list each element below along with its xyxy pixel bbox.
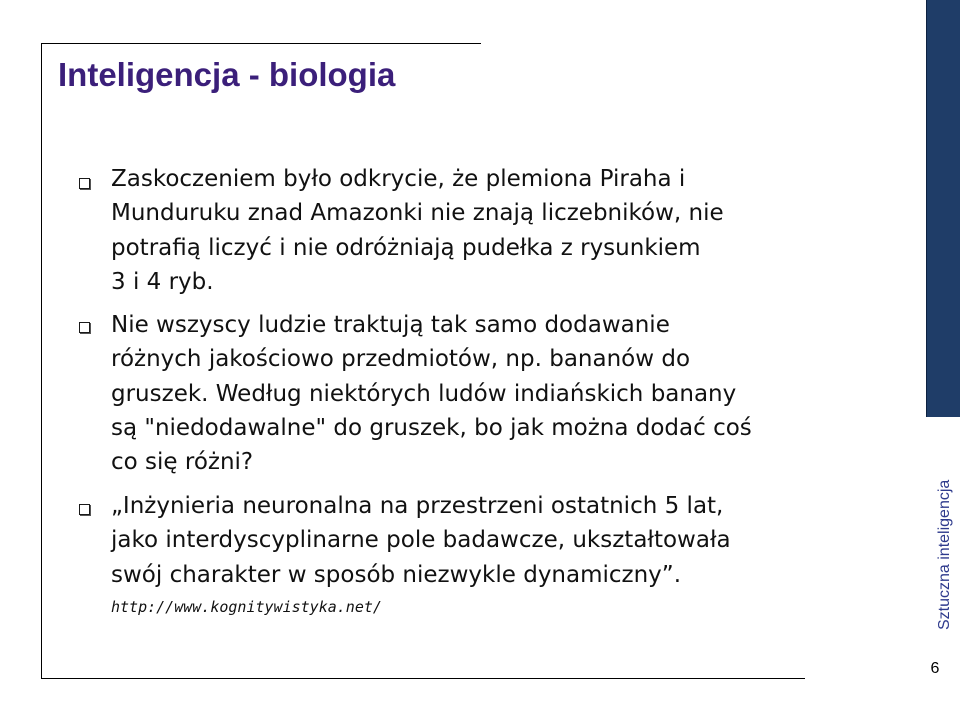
bullet-line: potrafią liczyć i nie odróżniają pudełka z rysunkiem bbox=[111, 234, 701, 261]
bullet-paragraph-2 bbox=[111, 308, 881, 479]
bullet-line: „Inżynieria neuronalna na przestrzeni ostatnich 5 lat, bbox=[111, 493, 724, 519]
bullet-line: co się różni? bbox=[111, 449, 254, 476]
bullet-paragraph-3 bbox=[111, 489, 881, 592]
square-bullet-icon bbox=[79, 504, 90, 515]
slide-frame-bottom bbox=[41, 678, 805, 679]
bullet-line: Munduruku znad Amazonki nie znają liczebników, nie bbox=[111, 200, 724, 227]
slide-frame-left bbox=[41, 43, 42, 679]
bullet-line: są "niedodawalne" do gruszek, bo jak można dodać coś bbox=[111, 414, 752, 441]
bullet-line: jako interdyscyplinarne pole badawcze, ukształtowała bbox=[111, 527, 731, 554]
bullet-line: Nie wszyscy ludzie traktują tak samo dodawanie bbox=[111, 312, 670, 338]
slide-frame-top bbox=[41, 43, 481, 44]
bullet-line: różnych jakościowo przedmiotów, np. bananów do bbox=[111, 346, 691, 373]
bullet-line: gruszek. Według niektórych ludów indiańskich banany bbox=[111, 380, 737, 407]
slide-title: Inteligencja - biologia bbox=[58, 56, 396, 93]
square-bullet-icon bbox=[79, 322, 90, 333]
source-link[interactable]: http://www.kognitywistyka.net/ bbox=[111, 598, 382, 616]
page-number: 6 bbox=[930, 660, 940, 677]
bullet-line: Zaskoczeniem było odkrycie, że plemiona Piraha i bbox=[111, 166, 686, 192]
bullet-line: 3 i 4 ryb. bbox=[111, 268, 214, 295]
bullet-paragraph-1 bbox=[111, 162, 881, 299]
side-accent-bar bbox=[926, 0, 960, 417]
side-course-label: Sztuczna inteligencja bbox=[936, 479, 953, 630]
bullet-line: swój charakter w sposób niezwykle dynamiczny”. bbox=[111, 561, 682, 588]
square-bullet-icon bbox=[79, 178, 90, 189]
